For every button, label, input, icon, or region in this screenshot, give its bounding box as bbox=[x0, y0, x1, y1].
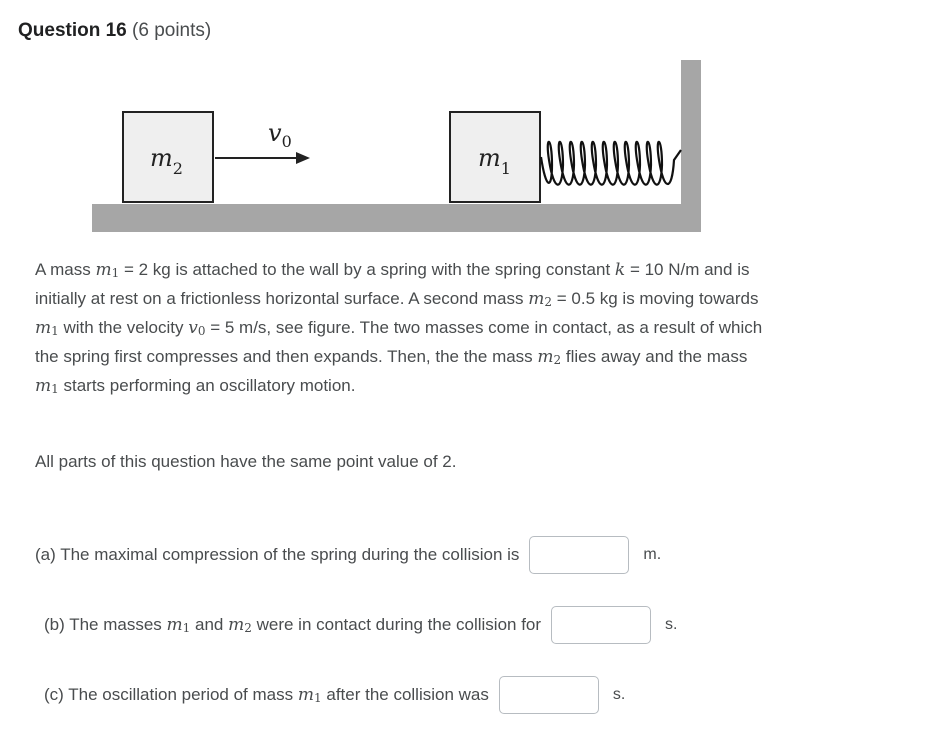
part-c bbox=[44, 676, 625, 714]
question-points: (6 points) bbox=[132, 20, 212, 41]
part-c-answer-input[interactable] bbox=[499, 676, 599, 714]
part-b-unit: s. bbox=[665, 616, 678, 633]
mass-m1-label: $m_1$ bbox=[478, 144, 511, 178]
part-b bbox=[44, 606, 678, 644]
symbol-m1: $m_1$ bbox=[35, 318, 59, 338]
part-a-unit: m. bbox=[643, 546, 662, 563]
symbol-m2: $m_2$ bbox=[528, 289, 552, 309]
part-c-unit: s. bbox=[612, 686, 626, 703]
point-value-note: All parts of this question have the same point value of 2. bbox=[35, 452, 457, 471]
symbol-m2: $m_2$ bbox=[228, 615, 252, 635]
symbol-m1: $m_1$ bbox=[297, 685, 322, 705]
symbol-m1: $m_1$ bbox=[95, 260, 120, 280]
physics-figure bbox=[0, 0, 948, 240]
question-title: Question 16 bbox=[18, 20, 127, 41]
symbol-m2: $m_2$ bbox=[537, 347, 562, 367]
part-b-answer-input[interactable] bbox=[551, 606, 651, 644]
part-b-text: (b) The masses $m_1$ and $m_2$ were in contact during the collision for bbox=[44, 615, 542, 635]
question-body bbox=[35, 256, 775, 401]
velocity-arrowhead bbox=[296, 152, 310, 164]
part-a bbox=[35, 536, 661, 574]
floor bbox=[92, 204, 701, 232]
symbol-k: k bbox=[614, 260, 626, 280]
symbol-v0: $v_0$ bbox=[188, 318, 206, 338]
spring bbox=[541, 142, 681, 185]
symbol-m1: $m_1$ bbox=[166, 615, 191, 635]
question-text: A mass $m_1 = 2$ kg is attached to the wall by a spring with the spring constant k = 10 N/m and is initially at rest on a frictionless horizontal surface. A second mass $m_2 = 0.5$ kg is moving towards $m_1$ with the velocity $v_0 = 5$ m/s, see figure. The two masses come in contact, as a result of which the spring first compresses and then expands. Then, the the mass $m_2$ flies away and the mass $m_1$ starts performing an oscillatory motion. bbox=[35, 260, 763, 396]
part-a-text: (a) The maximal compression of the spring during the collision is bbox=[35, 545, 520, 564]
part-a-answer-input[interactable] bbox=[529, 536, 629, 574]
part-c-text: (c) The oscillation period of mass $m_1$ after the collision was bbox=[44, 685, 489, 705]
mass-m2-label: $m_2$ bbox=[150, 144, 183, 178]
symbol-m1: $m_1$ bbox=[35, 376, 59, 396]
velocity-label: $v_0$ bbox=[268, 119, 292, 151]
